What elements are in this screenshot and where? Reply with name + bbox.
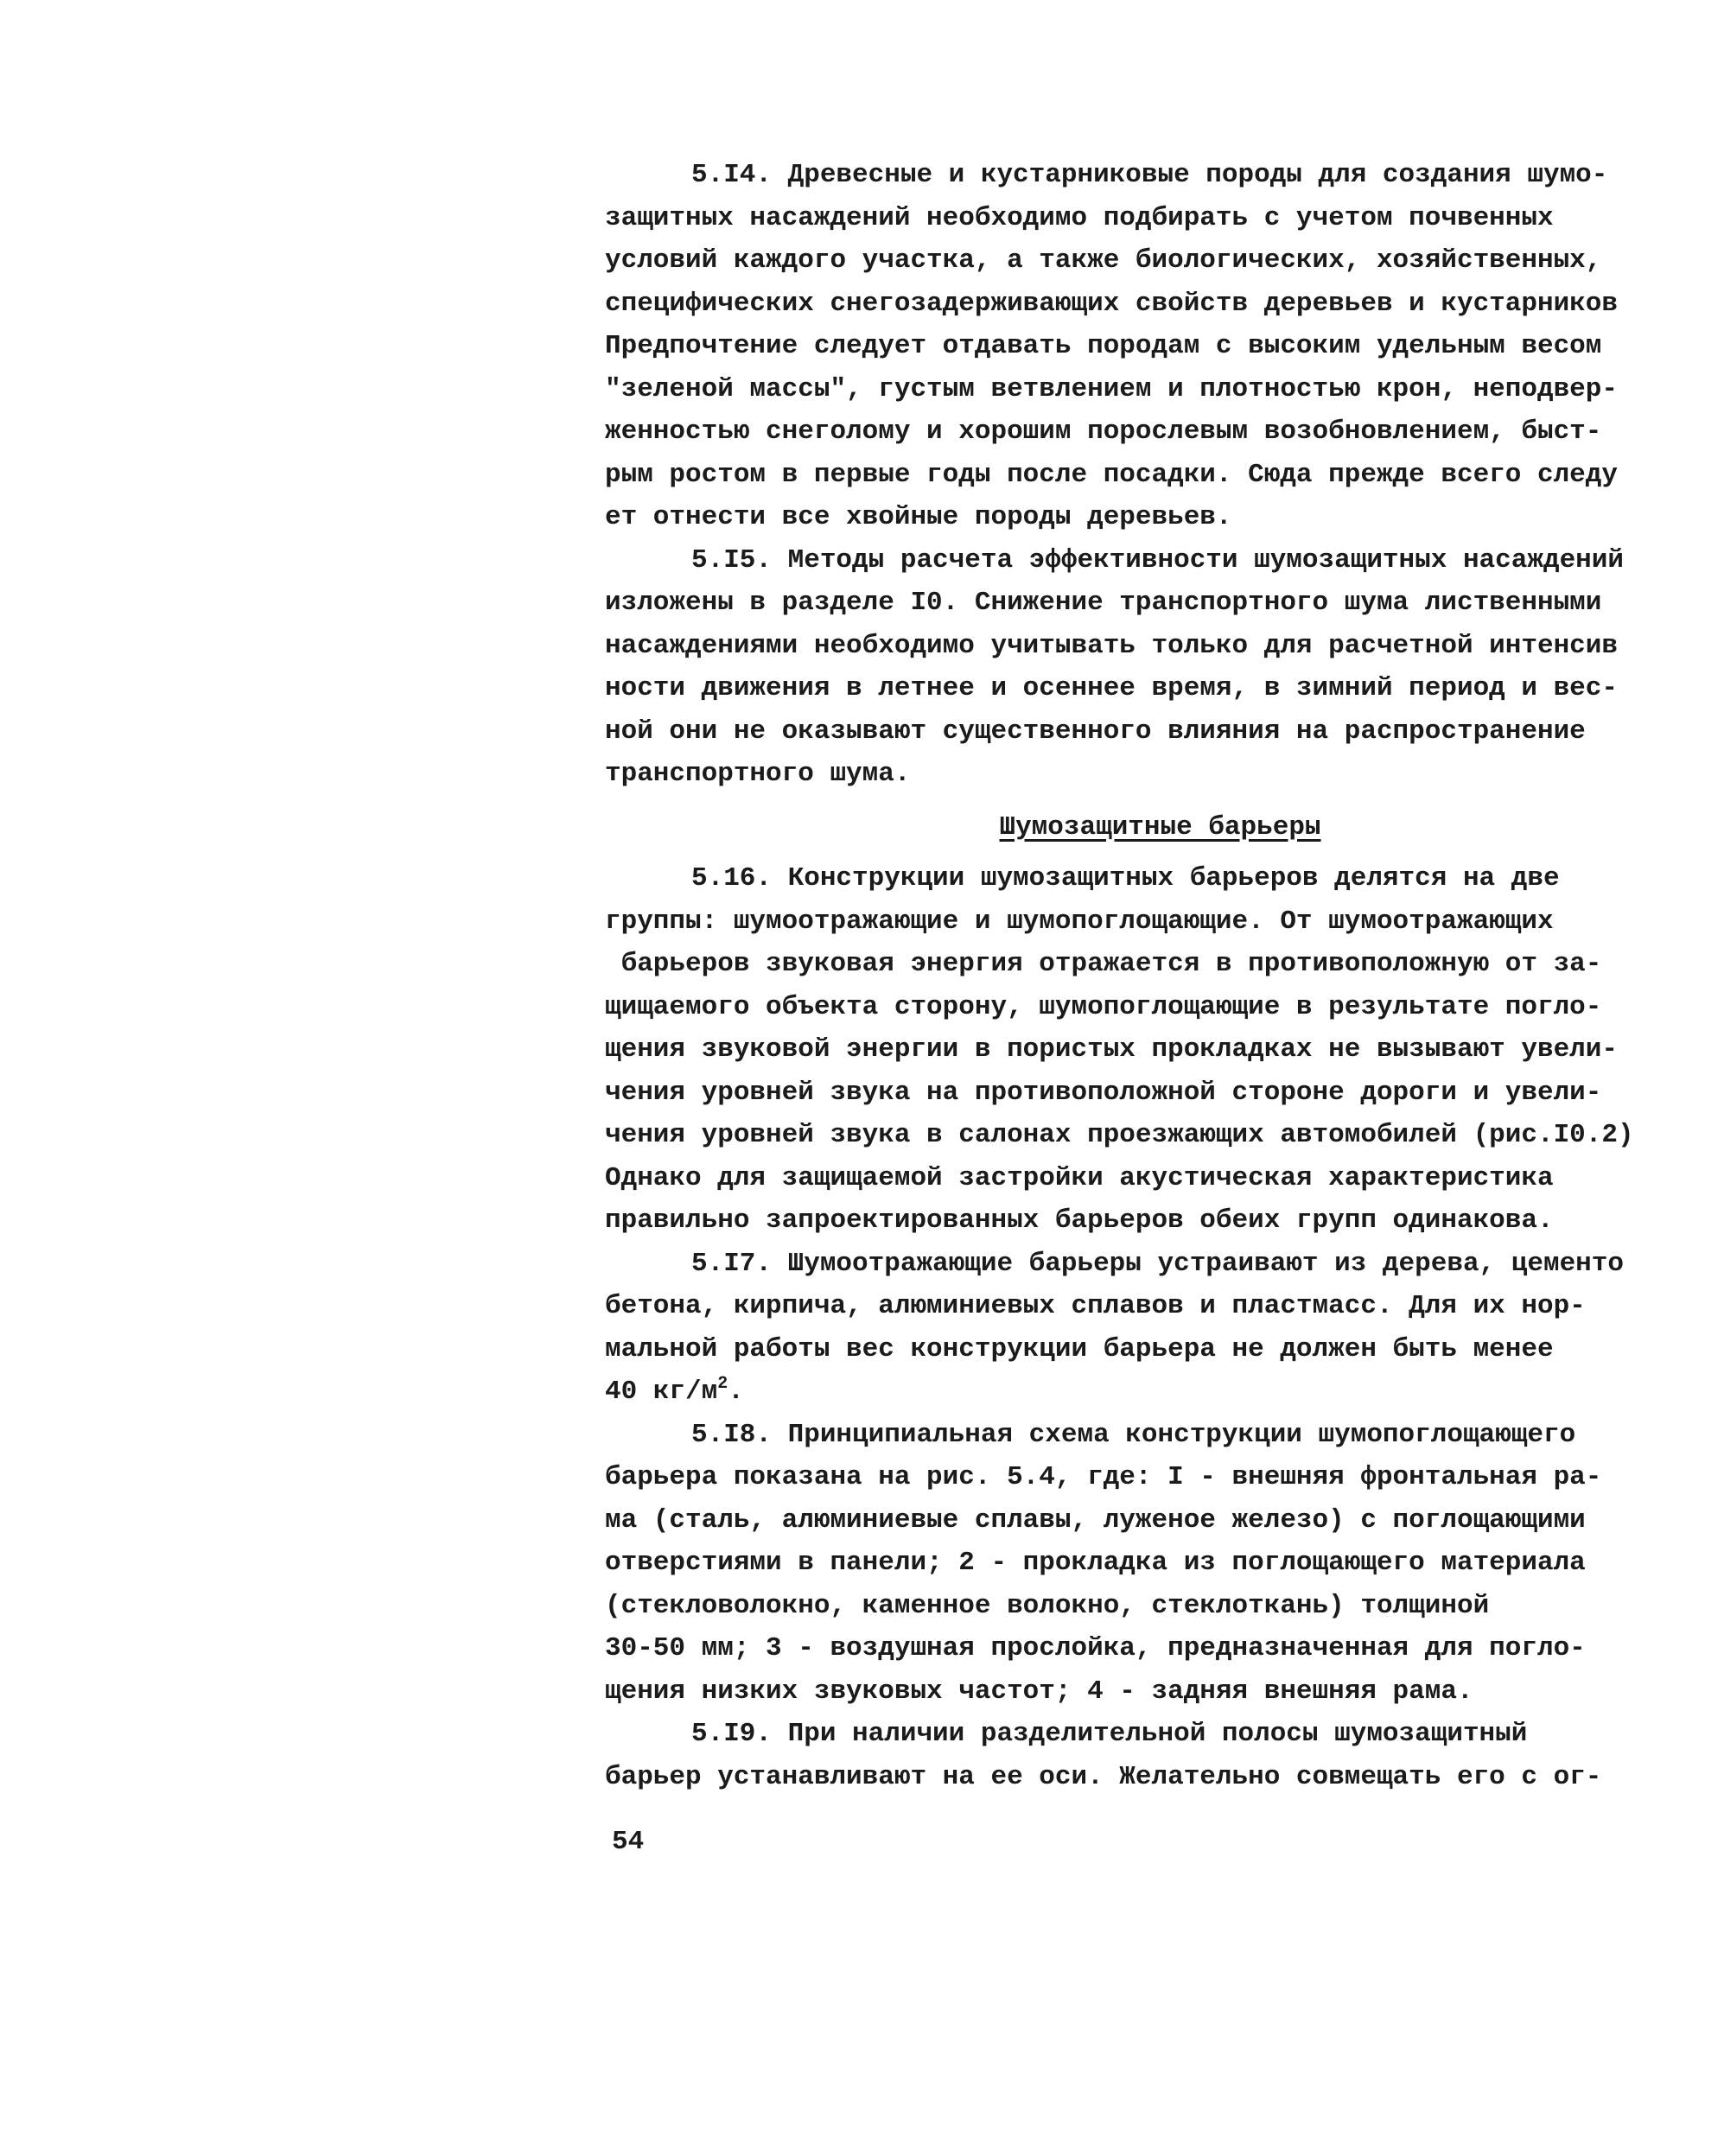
- period: .: [728, 1377, 744, 1407]
- text-line: изложены в разделе I0. Снижение транспортного шума лиственными: [605, 588, 1602, 618]
- paragraph-5-19: [605, 1713, 1715, 1798]
- text-line: ма (сталь, алюминиевые сплавы, луженое железо) с поглощающими: [605, 1504, 1586, 1536]
- paragraph-5-16: [605, 857, 1715, 1243]
- paragraph-5-14: [605, 154, 1715, 539]
- text-line: барьера показана на рис. 5.4, где: I - внешняя фронтальная ра-: [605, 1462, 1602, 1492]
- text-line: чения уровней звука в салонах проезжающих автомобилей (рис.I0.2): [605, 1120, 1634, 1150]
- text-line: специфических снегозадерживающих свойств деревьев и кустарников: [605, 288, 1618, 319]
- text-line-weight: [605, 1371, 1715, 1414]
- text-line: ности движения в летнее и осеннее время, в зимний период и вес-: [605, 673, 1618, 703]
- text-line: транспортного шума.: [605, 759, 911, 789]
- paragraph-5-18: [605, 1414, 1715, 1714]
- text-line: 5.I8. Принципиальная схема конструкции шумопоглощающего: [691, 1419, 1576, 1450]
- text-line: Однако для защищаемой застройки акустическая характеристика: [605, 1162, 1554, 1193]
- text-line: щищаемого объекта сторону, шумопоглощающие в результате погло-: [605, 991, 1602, 1022]
- text-line: барьеров звуковая энергия отражается в противоположную от за-: [605, 949, 1602, 979]
- text-line: чения уровней звука на противоположной стороне дороги и увели-: [605, 1077, 1602, 1108]
- text-line: барьер устанавливают на ее оси. Желательно совмещать его с ог-: [605, 1761, 1602, 1792]
- text-line: защитных насаждений необходимо подбирать с учетом почвенных: [605, 202, 1554, 233]
- text-line: щения низких звуковых частот; 4 - задняя внешняя рама.: [605, 1676, 1473, 1707]
- text-line: 5.16. Конструкции шумозащитных барьеров делятся на две: [691, 863, 1560, 894]
- weight-value: 40 кг/м: [605, 1377, 718, 1407]
- text-line: рым ростом в первые годы после посадки. Сюда прежде всего следу: [605, 459, 1618, 490]
- text-line: "зеленой массы", густым ветвлением и плотностью крон, неподвер-: [605, 373, 1618, 404]
- text-line: ной они не оказывают существенного влияния на распространение: [605, 715, 1586, 747]
- document-body: [605, 154, 1715, 1798]
- text-line: мальной работы вес конструкции барьера не должен быть менее: [605, 1333, 1554, 1364]
- text-line: ет отнести все хвойные породы деревьев.: [605, 502, 1232, 532]
- text-line: условий каждого участка, а также биологических, хозяйственных,: [605, 245, 1602, 276]
- text-line: 5.I7. Шумоотражающие барьеры устраивают из дерева, цементо: [691, 1248, 1624, 1279]
- page-number: 54: [612, 1827, 645, 1857]
- paragraph-5-15: [605, 539, 1715, 796]
- text-line: отверстиями в панели; 2 - прокладка из поглощающего материала: [605, 1548, 1586, 1578]
- text-line: (стекловолокно, каменное волокно, стеклоткань) толщиной: [605, 1590, 1490, 1621]
- superscript-2: 2: [717, 1374, 728, 1394]
- paragraph-5-17: [605, 1243, 1715, 1414]
- text-line: щения звуковой энергии в пористых прокладках не вызывают увели-: [605, 1034, 1618, 1065]
- text-line: 30-50 мм; 3 - воздушная прослойка, предназначенная для погло-: [605, 1633, 1586, 1663]
- section-heading: Шумозащитные барьеры: [999, 811, 1321, 843]
- text-line: группы: шумоотражающие и шумопоглощающие. От шумоотражающих: [605, 906, 1554, 937]
- text-line: женностью снеголому и хорошим порослевым возобновлением, быст-: [605, 417, 1602, 447]
- text-line: правильно запроектированных барьеров обеих групп одинакова.: [605, 1205, 1554, 1236]
- text-line: 5.I4. Древесные и кустарниковые породы для создания шумо-: [691, 160, 1608, 190]
- text-line: Предпочтение следует отдавать породам с высоким удельным весом: [605, 331, 1602, 361]
- text-line: насаждениями необходимо учитывать только для расчетной интенсив: [605, 630, 1618, 661]
- text-line: 5.I9. При наличии разделительной полосы шумозащитный: [691, 1719, 1528, 1749]
- text-line: 5.I5. Методы расчета эффективности шумозащитных насаждений: [691, 544, 1624, 576]
- section-heading-row: [605, 806, 1715, 849]
- text-line: бетона, кирпича, алюминиевых сплавов и пластмасс. Для их нор-: [605, 1291, 1586, 1321]
